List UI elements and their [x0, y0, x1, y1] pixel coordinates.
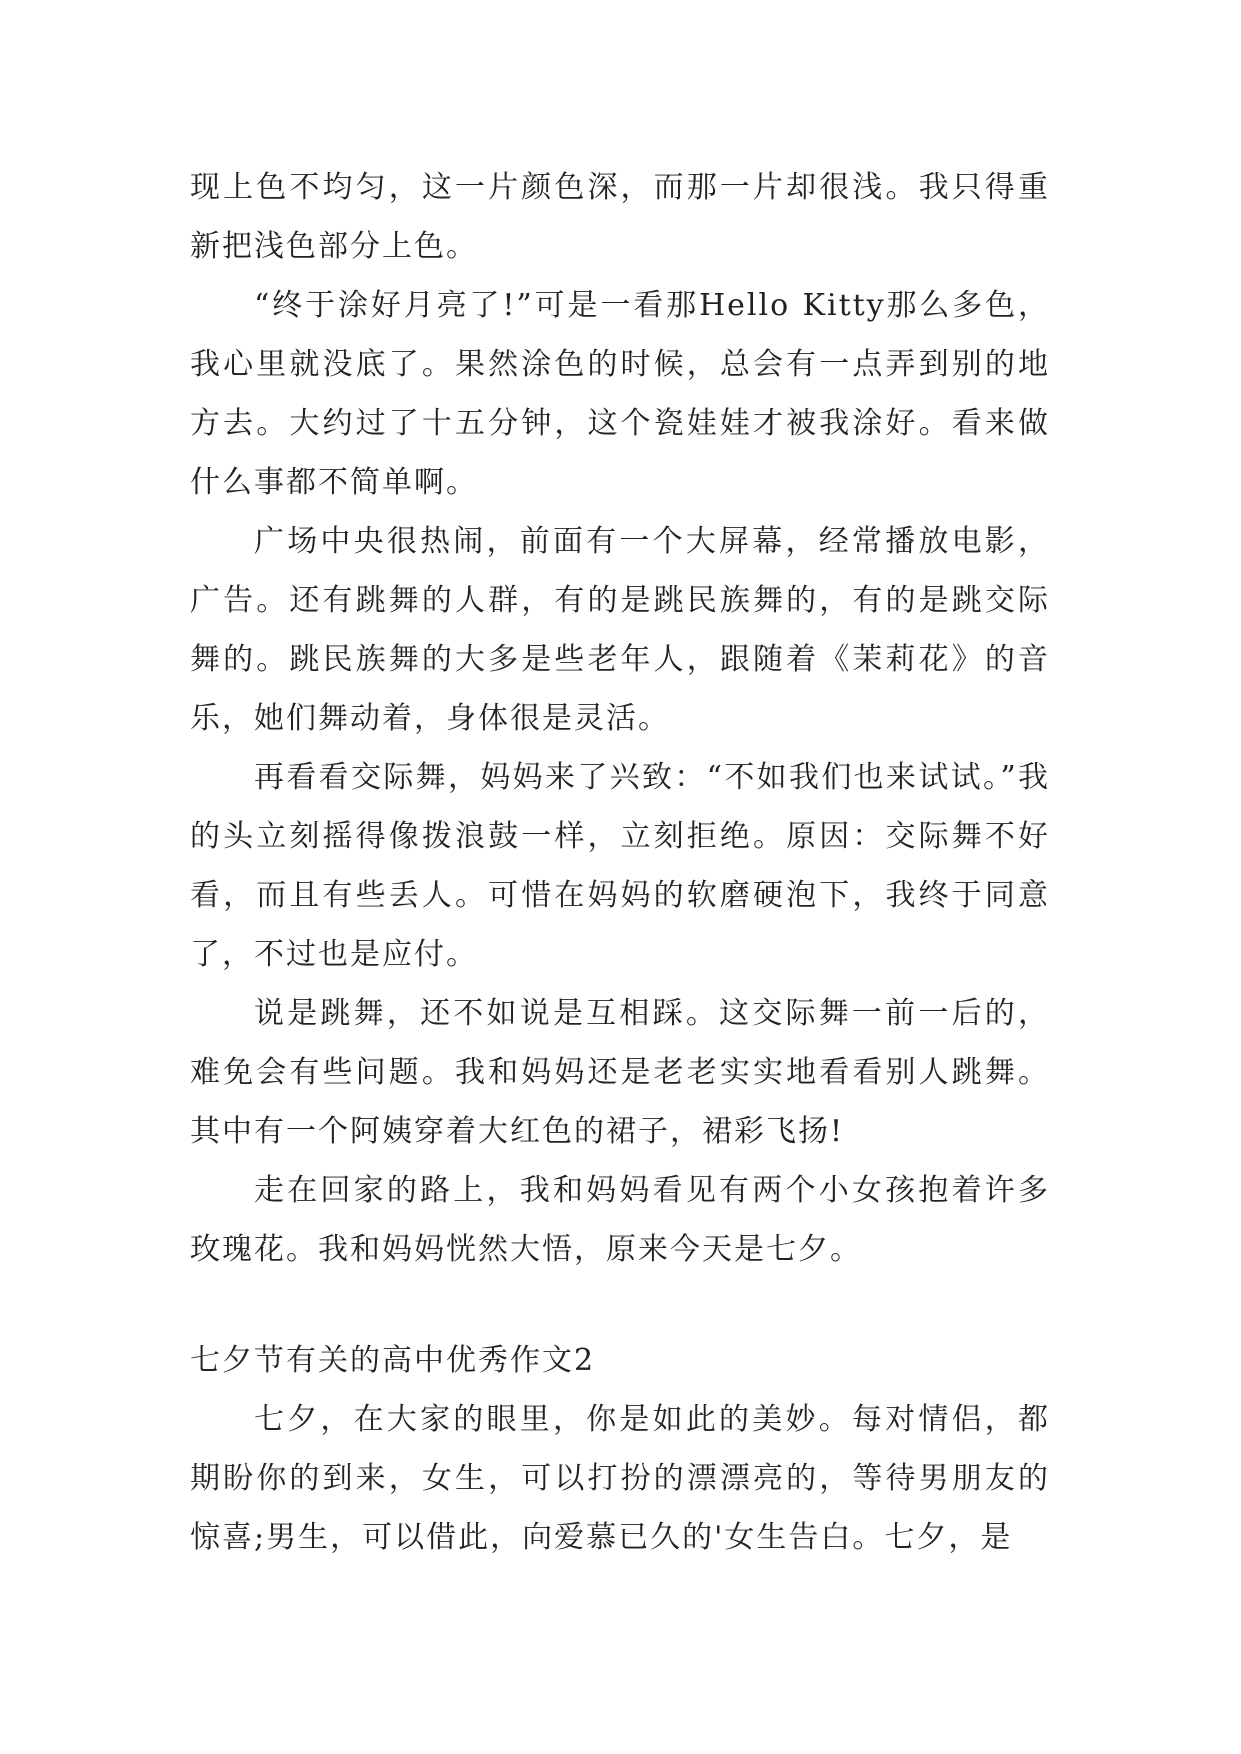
paragraph-7: 七夕，在大家的眼里，你是如此的美妙。每对情侣，都期盼你的到来，女生，可以打扮的漂漂亮的，等待男朋友的惊喜;男生，可以借此，向爱慕已久的'女生告白。七夕，是	[190, 1402, 1050, 1555]
paragraph-4: 再看看交际舞，妈妈来了兴致：“不如我们也来试试。”我的头立刻摇得像拨浪鼓一样，立刻拒绝。原因：交际舞不好看，而且有些丢人。可惜在妈妈的软磨硬泡下，我终于同意了，不过也是应付。	[190, 760, 1050, 972]
paragraph-2: “终于涂好月亮了!”可是一看那Hello Kitty那么多色，我心里就没底了。果然涂色的时候，总会有一点弄到别的地方去。大约过了十五分钟，这个瓷娃娃才被我涂好。看来做什么事都不简单啊。	[190, 288, 1050, 500]
section-heading: 七夕节有关的高中优秀作文2	[190, 1343, 596, 1378]
paragraph-6: 走在回家的路上，我和妈妈看见有两个小女孩抱着许多玫瑰花。我和妈妈恍然大悟，原来今天是七夕。	[190, 1173, 1050, 1267]
paragraph-5: 说是跳舞，还不如说是互相踩。这交际舞一前一后的，难免会有些问题。我和妈妈还是老老实实地看看别人跳舞。其中有一个阿姨穿着大红色的裙子，裙彩飞扬!	[190, 996, 1050, 1149]
paragraph-3: 广场中央很热闹，前面有一个大屏幕，经常播放电影，广告。还有跳舞的人群，有的是跳民族舞的，有的是跳交际舞的。跳民族舞的大多是些老年人，跟随着《茉莉花》的音乐，她们舞动着，身体很是灵活。	[190, 524, 1050, 736]
document-body	[190, 158, 1050, 1567]
paragraph-1: 现上色不均匀，这一片颜色深，而那一片却很浅。我只得重新把浅色部分上色。	[190, 170, 1050, 264]
